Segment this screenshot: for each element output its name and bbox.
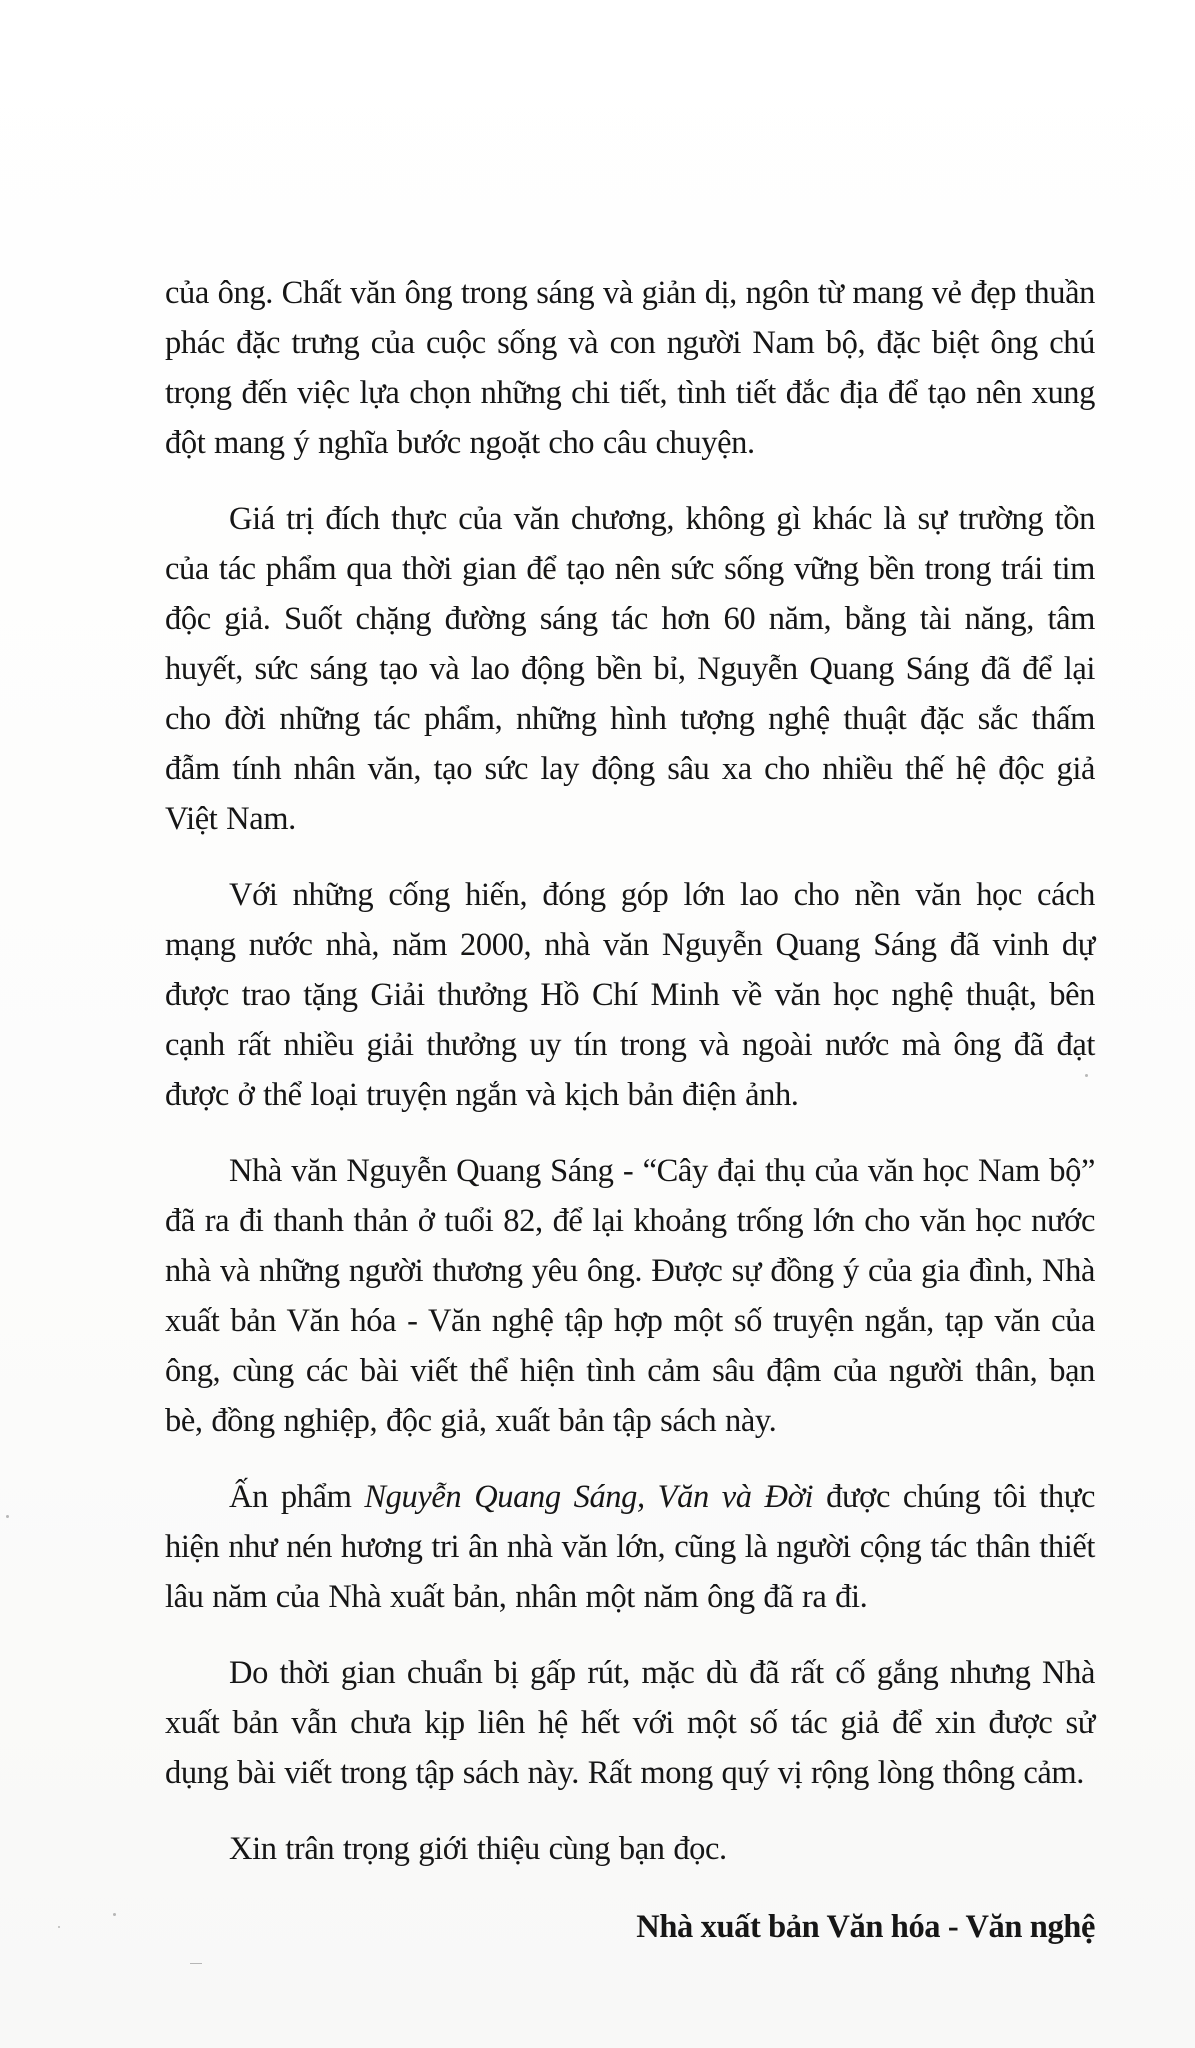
paragraph-closing: Xin trân trọng giới thiệu cùng bạn đọc. (229, 1831, 727, 1867)
print-speck (113, 1913, 116, 1916)
publisher-signature: Nhà xuất bản Văn hóa - Văn nghệ (636, 1909, 1095, 1945)
paragraph-awards: Với những cống hiến, đóng góp lớn lao cho nền văn học cách mạng nước nhà, năm 2000, nhà văn Nguyễn Quang Sáng đã vinh dự được trao tặng Giải thưởng Hồ Chí Minh về văn học nghệ thuật, bên cạnh rất nhiều giải thưởng uy tín trong và ngoài nước mà ông đã đạt được ở thể loại truyện ngắn và kịch bản điện ảnh. (165, 877, 1095, 1113)
print-speck (190, 1963, 202, 1964)
paragraph-apology: Do thời gian chuẩn bị gấp rút, mặc dù đã rất cố gắng nhưng Nhà xuất bản vẫn chưa kịp liên hệ hết với một số tác giả để xin được sử dụng bài viết trong tập sách này. Rất mong quý vị rộng lòng thông cảm. (165, 1655, 1095, 1791)
paragraph-passing-and-collection: Nhà văn Nguyễn Quang Sáng - “Cây đại thụ của văn học Nam bộ” đã ra đi thanh thản ở tuổi 82, để lại khoảng trống lớn cho văn học nước nhà và những người thương yêu ông. Được sự đồng ý của gia đình, Nhà xuất bản Văn hóa - Văn nghệ tập hợp một số truyện ngắn, tạp văn của ông, cùng các bài viết thể hiện tình cảm sâu đậm của người thân, bạn bè, đồng nghiệp, độc giả, xuất bản tập sách này. (165, 1153, 1095, 1439)
print-speck (58, 1926, 60, 1928)
paragraph-prefix: Ấn phẩm (229, 1479, 365, 1515)
print-speck (6, 1515, 9, 1518)
book-title-italic: Nguyễn Quang Sáng, Văn và Đời (364, 1479, 814, 1515)
paragraph-suffix: được chúng tôi thực hiện như nén hương tri ân nhà văn lớn, cũng là người cộng tác thân thiết lâu năm của Nhà xuất bản, nhân một năm ông đã ra đi. (165, 1479, 1096, 1615)
page-body-text (165, 268, 1095, 1952)
print-speck (1085, 1074, 1088, 1077)
paragraph-literary-value: Giá trị đích thực của văn chương, không gì khác là sự trường tồn của tác phẩm qua thời gian để tạo nên sức sống vững bền trong trái tim độc giả. Suốt chặng đường sáng tác hơn 60 năm, bằng tài năng, tâm huyết, sức sáng tạo và lao động bền bỉ, Nguyễn Quang Sáng đã để lại cho đời những tác phẩm, những hình tượng nghệ thuật đặc sắc thấm đẫm tính nhân văn, tạo sức lay động sâu xa cho nhiều thế hệ độc giả Việt Nam. (165, 501, 1095, 837)
paragraph-style-description: của ông. Chất văn ông trong sáng và giản dị, ngôn từ mang vẻ đẹp thuần phác đặc trưng của cuộc sống và con người Nam bộ, đặc biệt ông chú trọng đến việc lựa chọn những chi tiết, tình tiết đắc địa để tạo nên xung đột mang ý nghĩa bước ngoặt cho câu chuyện. (165, 275, 1095, 461)
paragraph-publication-tribute (165, 1472, 1095, 1622)
